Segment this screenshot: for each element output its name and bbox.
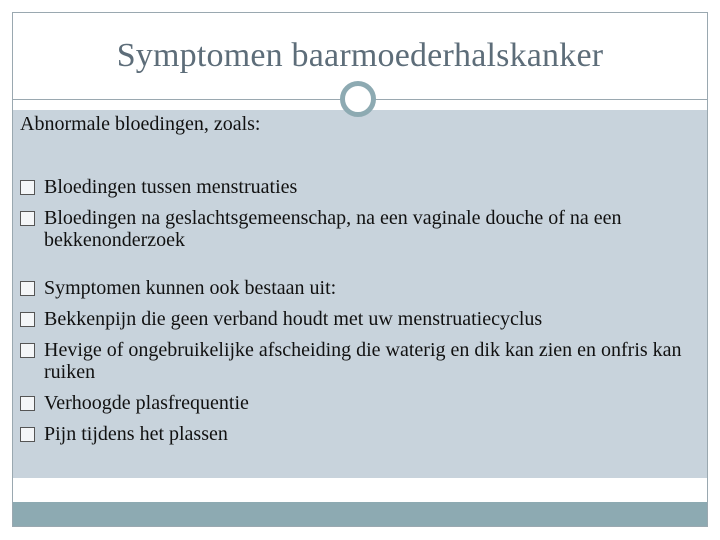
square-bullet-icon xyxy=(20,281,35,296)
list-item-text: Verhoogde plasfrequentie xyxy=(44,392,249,414)
list-item xyxy=(20,339,690,383)
list-item xyxy=(20,176,690,198)
footer-band xyxy=(13,502,707,526)
list-item-text: Pijn tijdens het plassen xyxy=(44,423,228,445)
square-bullet-icon xyxy=(20,180,35,195)
square-bullet-icon xyxy=(20,396,35,411)
list-item-text: Bloedingen tussen menstruaties xyxy=(44,176,298,198)
list-item xyxy=(20,423,690,445)
square-bullet-icon xyxy=(20,427,35,442)
list-item-text: Bloedingen na geslachtsgemeenschap, na een vaginale douche of na een bekkenonderzoek xyxy=(44,207,622,251)
list-item-text: Symptomen kunnen ook bestaan uit: xyxy=(44,277,337,299)
ring-icon xyxy=(340,81,376,117)
slide-title: Symptomen baarmoederhalskanker xyxy=(116,37,604,74)
list-item xyxy=(20,207,690,251)
square-bullet-icon xyxy=(20,211,35,226)
bullet-list xyxy=(20,176,690,445)
list-item-text: Hevige of ongebruikelijke afscheiding die waterig en dik kan zien en onfris kan ruiken xyxy=(44,339,682,383)
list-item-text: Bekkenpijn die geen verband houdt met uw menstruatiecyclus xyxy=(44,308,543,330)
list-item xyxy=(20,392,690,414)
content-heading: Abnormale bloedingen, zoals: xyxy=(20,113,261,135)
square-bullet-icon xyxy=(20,312,35,327)
square-bullet-icon xyxy=(20,343,35,358)
list-item xyxy=(20,308,690,330)
list-item xyxy=(20,277,690,299)
